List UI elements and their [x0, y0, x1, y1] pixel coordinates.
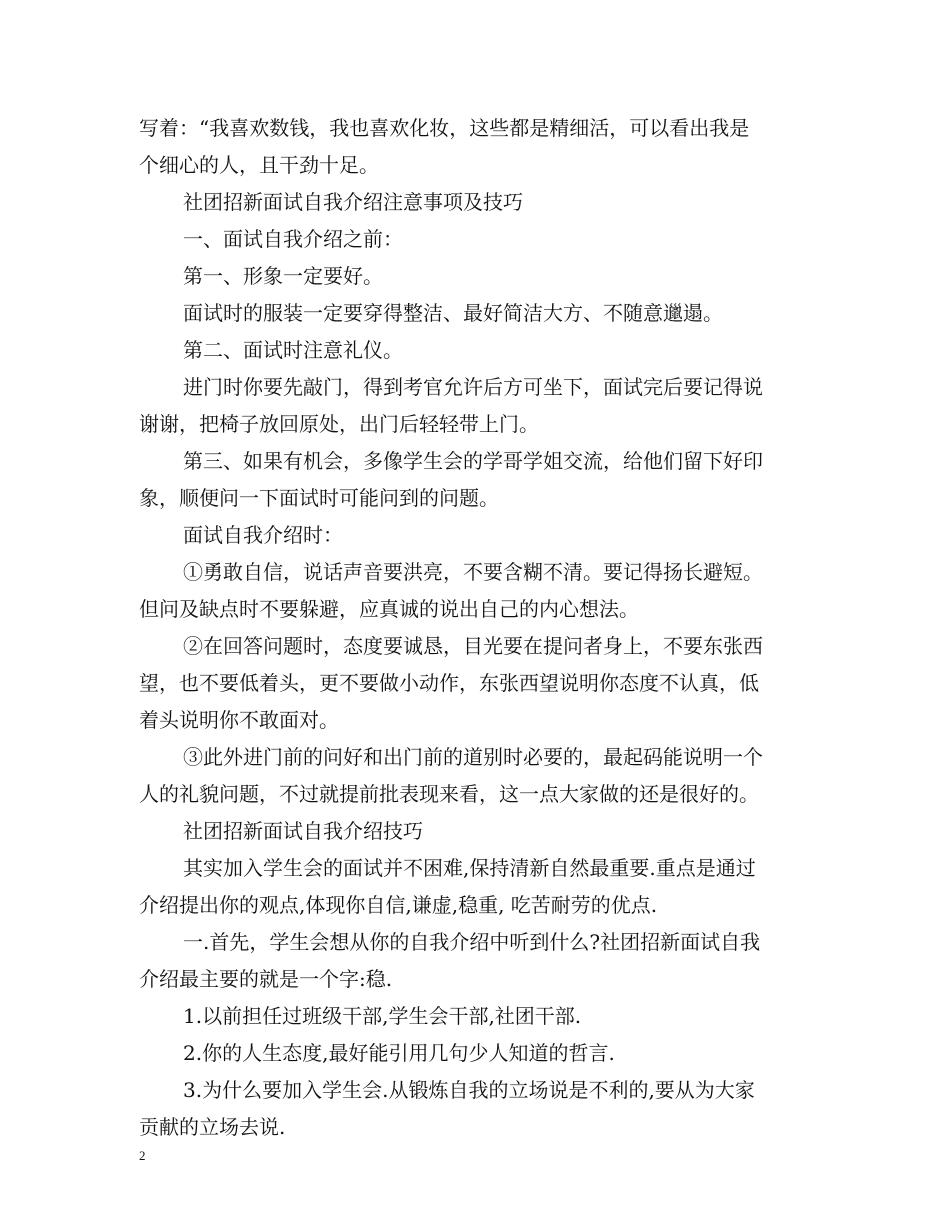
text-line: 进门时你要先敲门，得到考官允许后方可坐下，面试完后要记得说	[183, 375, 763, 399]
text-line: 贡献的立场去说.	[139, 1115, 286, 1139]
text-line: 第三、如果有机会，多像学生会的学哥学姐交流，给他们留下好印	[183, 449, 763, 473]
text-line: 第一、形象一定要好。	[183, 264, 383, 288]
text-line: 谢谢，把椅子放回原处，出门后轻轻带上门。	[139, 412, 539, 436]
text-line: 望，也不要低着头，更不要做小动作，东张西望说明你态度不认真，低	[139, 671, 759, 695]
text-line: 人的礼貌问题，不过就提前批表现来看，这一点大家做的还是很好的。	[139, 782, 759, 806]
text-line: ①勇敢自信，说话声音要洪亮，不要含糊不清。要记得扬长避短。	[183, 560, 763, 584]
document-body	[139, 110, 819, 1146]
text-line: 社团招新面试自我介绍技巧	[183, 819, 423, 843]
text-line: 介绍提出你的观点,体现你自信,谦虚,稳重, 吃苦耐劳的优点.	[139, 893, 658, 917]
text-line: 面试自我介绍时：	[183, 523, 343, 547]
text-line: ②在回答问题时，态度要诚恳，目光要在提问者身上，不要东张西	[183, 634, 763, 658]
text-line: 介绍最主要的就是一个字:稳.	[139, 967, 393, 991]
text-line: 2.你的人生态度,最好能引用几句少人知道的哲言.	[183, 1041, 615, 1065]
text-line: 写着：“我喜欢数钱，我也喜欢化妆，这些都是精细活，可以看出我是	[139, 116, 750, 140]
text-line: 但问及缺点时不要躲避，应真诚的说出自己的内心想法。	[139, 597, 639, 621]
text-line: 其实加入学生会的面试并不困难,保持清新自然最重要.重点是通过	[183, 856, 756, 880]
page-number: 2	[139, 1148, 146, 1163]
text-line: 社团招新面试自我介绍注意事项及技巧	[183, 190, 523, 214]
text-line: 面试时的服装一定要穿得整洁、最好简洁大方、不随意邋遢。	[183, 301, 723, 325]
text-line: 着头说明你不敢面对。	[139, 708, 339, 732]
text-line: ③此外进门前的问好和出门前的道别时必要的，最起码能说明一个	[183, 745, 763, 769]
text-line: 个细心的人，且干劲十足。	[139, 153, 379, 177]
text-line: 象，顺便问一下面试时可能问到的问题。	[139, 486, 499, 510]
text-line: 1.以前担任过班级干部,学生会干部,社团干部.	[183, 1004, 582, 1028]
text-line: 3.为什么要加入学生会.从锻炼自我的立场说是不利的,要从为大家	[183, 1078, 755, 1102]
text-line: 第二、面试时注意礼仪。	[183, 338, 403, 362]
text-line: 一、面试自我介绍之前：	[183, 227, 403, 251]
text-line: 一.首先，学生会想从你的自我介绍中听到什么?社团招新面试自我	[183, 930, 761, 954]
